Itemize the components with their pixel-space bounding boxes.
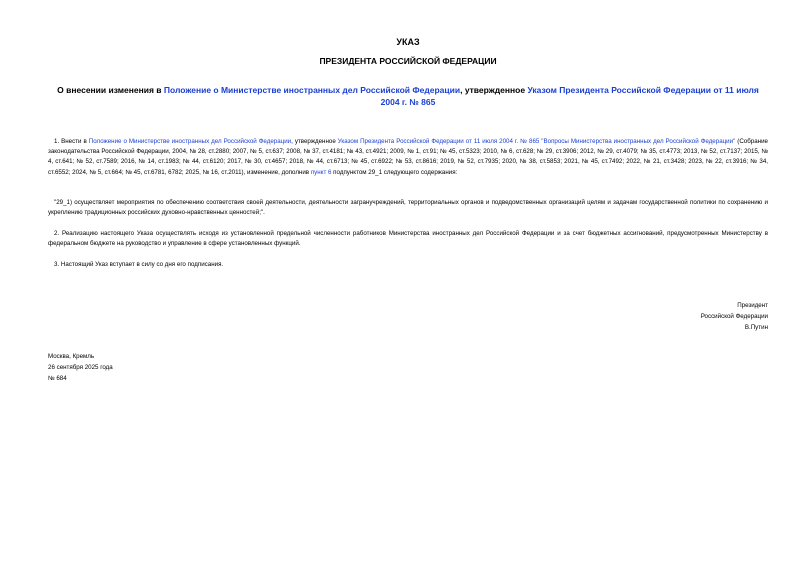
p1-text-pre: 1. Внести в [54,138,89,145]
document-heading [48,84,768,108]
p1-link-regulation[interactable]: Положение о Министерстве иностранных дел Российской Федерации [88,138,292,145]
paragraph-quote: "29_1) осуществляет мероприятия по обеспечению соответствия своей деятельности, деятельности загранучреждений, территориальных органов и подведомственных организаций целям и задачам государственной политики по сохранению и укреплению традиционных российских духовно-нравственных ценностей;". [48,199,768,217]
p1-text-mid: , утвержденное [291,138,338,145]
footer-number: № 684 [48,375,67,382]
footer-place: Москва, Кремль [48,353,95,360]
heading-text-mid: , утвержденное [460,85,528,95]
signature-title: Президент [737,302,768,309]
paragraph-1 [48,137,768,178]
paragraph-3: 3. Настоящий Указ вступает в силу со дня его подписания. [54,261,224,268]
heading-link-regulation[interactable]: Положение о Министерстве иностранных дел Российской Федерации [163,85,461,95]
heading-text-pre: О внесении изменения в [57,85,164,95]
p1-text-rest: (Собрание законодательства Российской Федерации, 2004, № 28, ст.2880; 2007, № 5, ст.637; 2008, № 37, ст.4181; № 43, ст.4921; 2009, № 1, ст.91; № 45, ст.5323; 2010, № 6, ст.628; № 29, ст.3906; 2012, № 29, ст.4079; № 35, ст.4773; 2013, № 52, ст.7137; 2015, № 4, ст.641; № 52, ст.7589; 2016, № 14, ст.1983; № 44, ст.6120; 2017, № 30, ст.4657; 2018, № 44, ст.6713; № 45, ст.6922; № 53, ст.8616; 2019, № 52, ст.7935; 2020, № 38, ст.5853; 2021, № 45, ст.7492; 2022, № 21, ст.3428; 2023, № 22, ст.3916; № 34, ст.6552; 2024, № 5, ст.664; № 45, ст.6781, 6782; 2025, № 16, ст.2011), изменение, дополнив [48,138,768,176]
paragraph-2: 2. Реализацию настоящего Указа осуществлять исходя из установленной предельной численности работников Министерства иностранных дел Российской Федерации и за счет бюджетных ассигнований, предусмотренных Министерству в федеральном бюджете на руководство и управление в сфере установленных функций. [48,230,768,248]
footer-date: 26 сентября 2025 года [48,364,113,371]
document-title: УКАЗ [396,37,420,47]
document-footer [48,351,113,384]
p1-link-clause-6[interactable]: пункт 6 [310,168,332,176]
heading-link-decree[interactable]: Указом Президента Российской Федерации от 11 июля 2004 г. № 865 [380,85,759,107]
p1-link-decree[interactable]: Указом Президента Российской Федерации от 11 июля 2004 г. № 865 "Вопросы Министерства иностранных дел Российской Федерации" [337,138,736,145]
document-subtitle: ПРЕЗИДЕНТА РОССИЙСКОЙ ФЕДЕРАЦИИ [319,56,497,66]
signature-org: Российской Федерации [700,313,768,320]
signature-name: В.Путин [744,324,768,331]
signature-block [568,300,768,333]
p1-text-end: подпунктом 29_1 следующего содержания: [331,168,458,176]
